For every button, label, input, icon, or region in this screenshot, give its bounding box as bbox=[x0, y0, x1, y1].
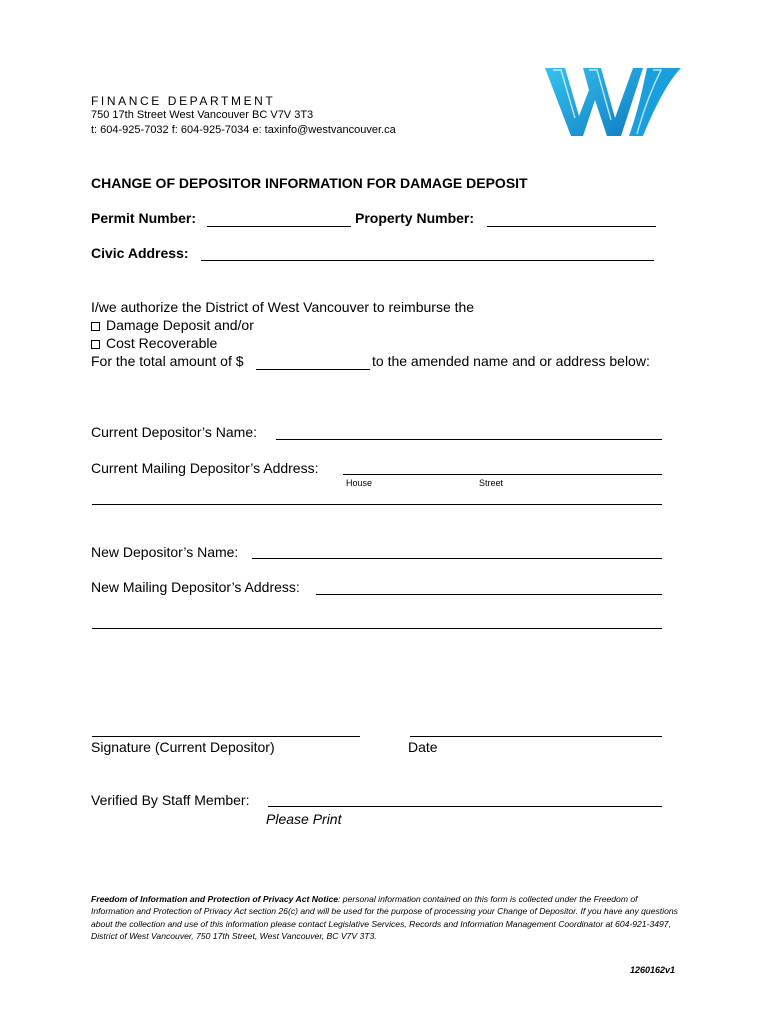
signature-label: Signature (Current Depositor) bbox=[91, 739, 275, 755]
authorize-text: I/we authorize the District of West Vancouver to reimburse the bbox=[91, 299, 475, 315]
new-depositor-name-label: New Depositor’s Name: bbox=[91, 544, 239, 560]
date-field[interactable] bbox=[410, 736, 662, 737]
amount-prefix: For the total amount of $ bbox=[91, 353, 244, 369]
privacy-notice-title: Freedom of Information and Protection of Privacy Act Notice bbox=[91, 894, 339, 904]
west-vancouver-logo bbox=[543, 66, 683, 138]
house-sublabel: House bbox=[346, 478, 373, 488]
damage-deposit-option bbox=[91, 317, 254, 333]
current-depositor-name-field[interactable] bbox=[276, 439, 662, 440]
verified-by-label: Verified By Staff Member: bbox=[91, 792, 250, 808]
cost-recoverable-checkbox[interactable] bbox=[91, 340, 100, 349]
current-address-label: Current Mailing Depositor’s Address: bbox=[91, 460, 319, 476]
please-print-note: Please Print bbox=[266, 811, 342, 827]
verified-by-field[interactable] bbox=[268, 806, 662, 807]
permit-number-field[interactable] bbox=[207, 226, 351, 227]
privacy-notice bbox=[91, 893, 681, 942]
cost-recoverable-option bbox=[91, 335, 217, 351]
current-depositor-name-label: Current Depositor’s Name: bbox=[91, 424, 257, 440]
new-address-label: New Mailing Depositor’s Address: bbox=[91, 579, 300, 595]
civic-address-label: Civic Address: bbox=[91, 245, 189, 261]
damage-deposit-checkbox[interactable] bbox=[91, 322, 100, 331]
new-depositor-name-field[interactable] bbox=[252, 558, 662, 559]
amount-field[interactable] bbox=[256, 369, 370, 370]
signature-field[interactable] bbox=[92, 736, 360, 737]
new-address-field[interactable] bbox=[316, 594, 662, 595]
current-address-line-2[interactable] bbox=[92, 504, 662, 505]
street-sublabel: Street bbox=[479, 478, 504, 488]
civic-address-field[interactable] bbox=[201, 260, 654, 261]
department-contact: t: 604-925-7032 f: 604-925-7034 e: taxinfo@westvancouver.ca bbox=[91, 124, 396, 136]
date-label: Date bbox=[408, 739, 438, 755]
new-address-line-2[interactable] bbox=[92, 628, 662, 629]
permit-number-label: Permit Number: bbox=[91, 210, 197, 226]
form-code: 1260162v1 bbox=[630, 965, 676, 975]
privacy-notice-body: : personal information contained on this form is collected under the Freedom of Information and Protection of Privacy Act section 26(c) and will be used for the purpose of processing your Change of Depositor. If you have any questions about the collection and use of this information please contact Legislative Services, Records and Information Management Coordinator at 604-921-3497, District of West Vancouver, 750 17th Street, West Vancouver, BC V7V 3T3. bbox=[91, 894, 678, 941]
cost-recoverable-label: Cost Recoverable bbox=[106, 335, 218, 351]
department-name: FINANCE DEPARTMENT bbox=[91, 94, 276, 108]
department-address: 750 17th Street West Vancouver BC V7V 3T3 bbox=[91, 109, 314, 121]
property-number-field[interactable] bbox=[487, 226, 656, 227]
damage-deposit-label: Damage Deposit and/or bbox=[106, 317, 254, 333]
amount-suffix: to the amended name and or address below: bbox=[372, 353, 650, 369]
form-title: CHANGE OF DEPOSITOR INFORMATION FOR DAMAGE DEPOSIT bbox=[91, 175, 528, 191]
property-number-label: Property Number: bbox=[355, 210, 475, 226]
current-address-field[interactable] bbox=[343, 474, 662, 475]
